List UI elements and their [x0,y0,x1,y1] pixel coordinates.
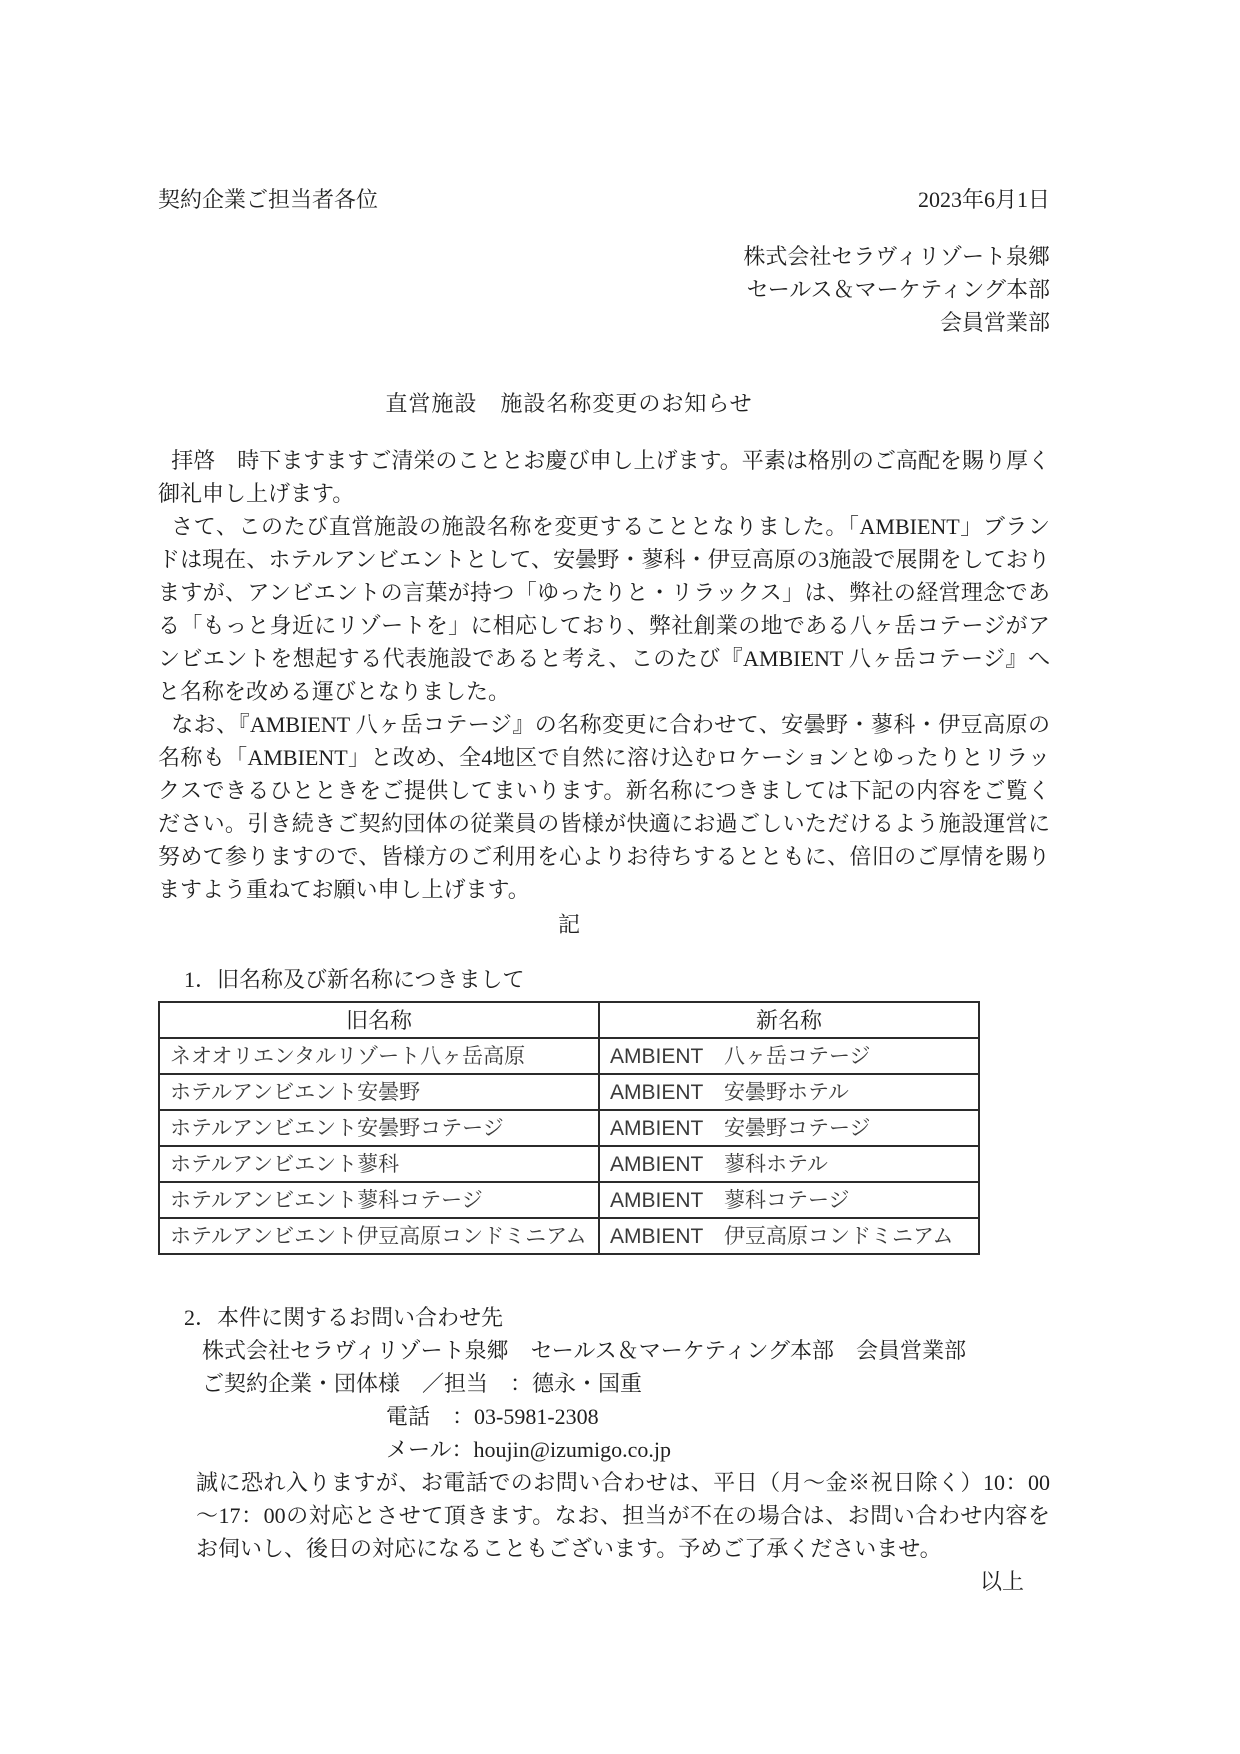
old-name-cell: ホテルアンビエント蓼科コテージ [159,1182,599,1218]
body-paragraph-2: さて、このたび直営施設の施設名称を変更することとなりました。「AMBIENT」ブランドは現在、ホテルアンビエントとして、安曇野・蓼科・伊豆高原の3施設で展開をしておりますが、アンビエントの言葉が持つ「ゆったりと・リラックス」は、弊社の経営理念である「もっと身近にリゾートを」に相応しており、弊社創業の地である八ヶ岳コテージがアンビエントを想起する代表施設であると考え、このたび『AMBIENT 八ヶ岳コテージ』へと名称を改める運びとなりました。 [158,514,1050,704]
old-name-cell: ホテルアンビエント安曇野 [159,1074,599,1110]
letter-header [158,183,1050,216]
new-name-cell: AMBIENT 蓼科コテージ [599,1182,979,1218]
old-name-cell: ホテルアンビエント伊豆高原コンドミニアム [159,1218,599,1254]
new-name-cell: AMBIENT 八ヶ岳コテージ [599,1038,979,1074]
table-row [159,1110,979,1146]
old-name-header: 旧名称 [159,1002,599,1038]
old-name-cell: ホテルアンビエント安曇野コテージ [159,1110,599,1146]
new-name-cell: AMBIENT 安曇野ホテル [599,1074,979,1110]
body-paragraph-1: 拝啓 時下ますますご清栄のこととお慶び申し上げます。平素は格別のご高配を賜り厚く御礼申し上げます。 [158,448,1050,506]
new-name-cell: AMBIENT 蓼科ホテル [599,1146,979,1182]
closing-mark: 以上 [979,1569,1024,1594]
contact-person-line: ご契約企業・団体様 ／担当 ：德永・国重 [202,1371,643,1396]
rename-table [158,1001,980,1255]
recipient-line: 契約企業ご担当者各位 [158,187,379,212]
old-name-cell: ホテルアンビエント蓼科 [159,1146,599,1182]
body-paragraph-3: なお、『AMBIENT 八ヶ岳コテージ』の名称変更に合わせて、安曇野・蓼科・伊豆高原の名称も「AMBIENT」と改め、全4地区で自然に溶け込むロケーションとゆったりとリラックスできるひとときをご提供してまいります。新名称につきましては下記の内容をご覧ください。引き続きご契約団体の従業員の皆様が快適にお過ごしいただけるよう施設運営に努めて参りますので、皆様方のご利用を心よりお待ちするとともに、倍旧のご厚情を賜りますよう重ねてお願い申し上げます。 [158,712,1050,902]
section2-heading: 2．本件に関するお問い合わせ先 [184,1305,504,1330]
date-line: 2023年6月1日 [917,187,1050,212]
document-title: 直営施設 施設名称変更のお知らせ [385,391,753,416]
record-mark: 記 [557,912,580,937]
table-row [159,1218,979,1254]
table-row [159,1074,979,1110]
table-row [159,1146,979,1182]
document-content [158,0,1050,1598]
contact-note: 誠に恐れ入りますが、お電話でのお問い合わせは、平日（月～金※祝日除く）10：00～17：00の対応とさせて頂きます。なお、担当が不在の場合は、お問い合わせ内容をお伺いし、後日の対応になることもございます。予めご了承くださいませ。 [196,1470,1050,1561]
section1-heading: 1．旧名称及び新名称につきまして [184,967,525,992]
new-name-cell: AMBIENT 伊豆高原コンドミニアム [599,1218,979,1254]
sender-division: セールス＆マーケティング本部 [746,277,1050,302]
letter-body [158,444,1050,906]
email-line: メール：houjin@izumigo.co.jp [386,1437,672,1462]
new-name-header: 新名称 [599,1002,979,1038]
table-row [159,1182,979,1218]
new-name-cell: AMBIENT 安曇野コテージ [599,1110,979,1146]
old-name-cell: ネオオリエンタルリゾート八ヶ岳高原 [159,1038,599,1074]
table-row [159,1038,979,1074]
sender-company: 株式会社セラヴィリゾート泉郷 [743,244,1050,269]
sender-block [158,240,1050,339]
phone-line: 電話 ：03-5981-2308 [386,1404,599,1429]
contact-org-line: 株式会社セラヴィリゾート泉郷 セールス＆マーケティング本部 会員営業部 [202,1338,967,1363]
sender-department: 会員営業部 [939,310,1050,335]
table-header-row [159,1002,979,1038]
